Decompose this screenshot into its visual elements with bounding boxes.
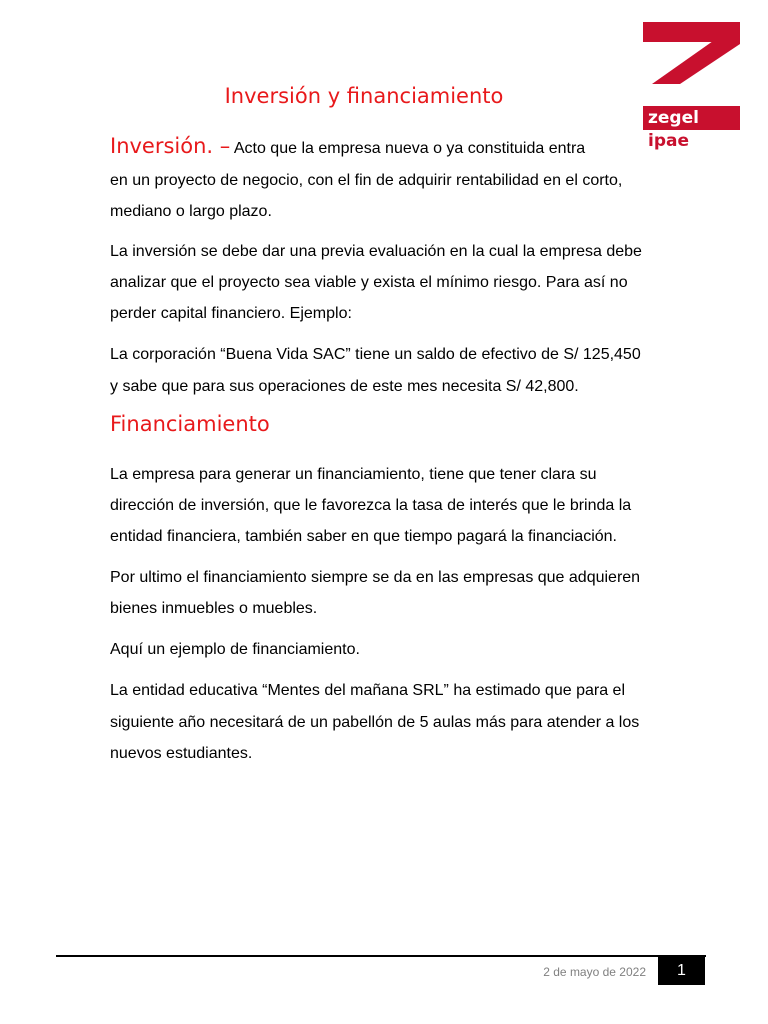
financiamiento-example-line-1: La entidad educativa “Mentes del mañana SRL” ha estimado que para el [110,682,625,699]
inversion-heading: Inversión. – [110,134,231,158]
inversion-paragraph-2-line-3: perder capital financiero. Ejemplo: [110,305,352,322]
footer-date: 2 de mayo de 2022 [543,965,646,979]
inversion-paragraph-2-line-1: La inversión se debe dar una previa evaluación en la cual la empresa debe [110,243,642,260]
financiamiento-example-line-3: nuevos estudiantes. [110,745,253,762]
logo-text-ipae: ipae [648,131,689,151]
document-title: Inversión y financiamiento [224,84,504,108]
inversion-first-line: Acto que la empresa nueva o ya constituida entra [230,140,586,157]
financiamiento-paragraph-1-line-3: entidad financiera, también saber en que tiempo pagará la financiación. [110,528,617,545]
footer-divider [56,955,706,957]
financiamiento-paragraph-1-line-1: La empresa para generar un financiamiento, tiene que tener clara su [110,466,597,483]
inversion-paragraph-2-line-2: analizar que el proyecto sea viable y exista el mínimo riesgo. Para así no [110,274,628,291]
financiamiento-heading: Financiamiento [110,412,270,436]
financiamiento-paragraph-2-line-2: bienes inmuebles o muebles. [110,600,318,617]
financiamiento-paragraph-3: Aquí un ejemplo de financiamiento. [110,641,360,658]
inversion-example-line-2: y sabe que para sus operaciones de este mes necesita S/ 42,800. [110,378,579,395]
financiamiento-paragraph-1-line-2: dirección de inversión, que le favorezca la tasa de interés que le brinda la [110,497,632,514]
page-number: 1 [658,957,705,985]
inversion-line-2: en un proyecto de negocio, con el fin de adquirir rentabilidad en el corto, [110,172,623,189]
inversion-paragraph-1 [110,131,690,164]
logo-text-zegel: zegel [648,108,699,128]
financiamiento-paragraph-2-line-1: Por ultimo el financiamiento siempre se da en las empresas que adquieren [110,569,641,586]
financiamiento-example-line-2: siguiente año necesitará de un pabellón de 5 aulas más para atender a los [110,714,640,731]
inversion-example-line-1: La corporación “Buena Vida SAC” tiene un saldo de efectivo de S/ 125,450 [110,346,641,363]
inversion-line-3: mediano o largo plazo. [110,203,272,220]
